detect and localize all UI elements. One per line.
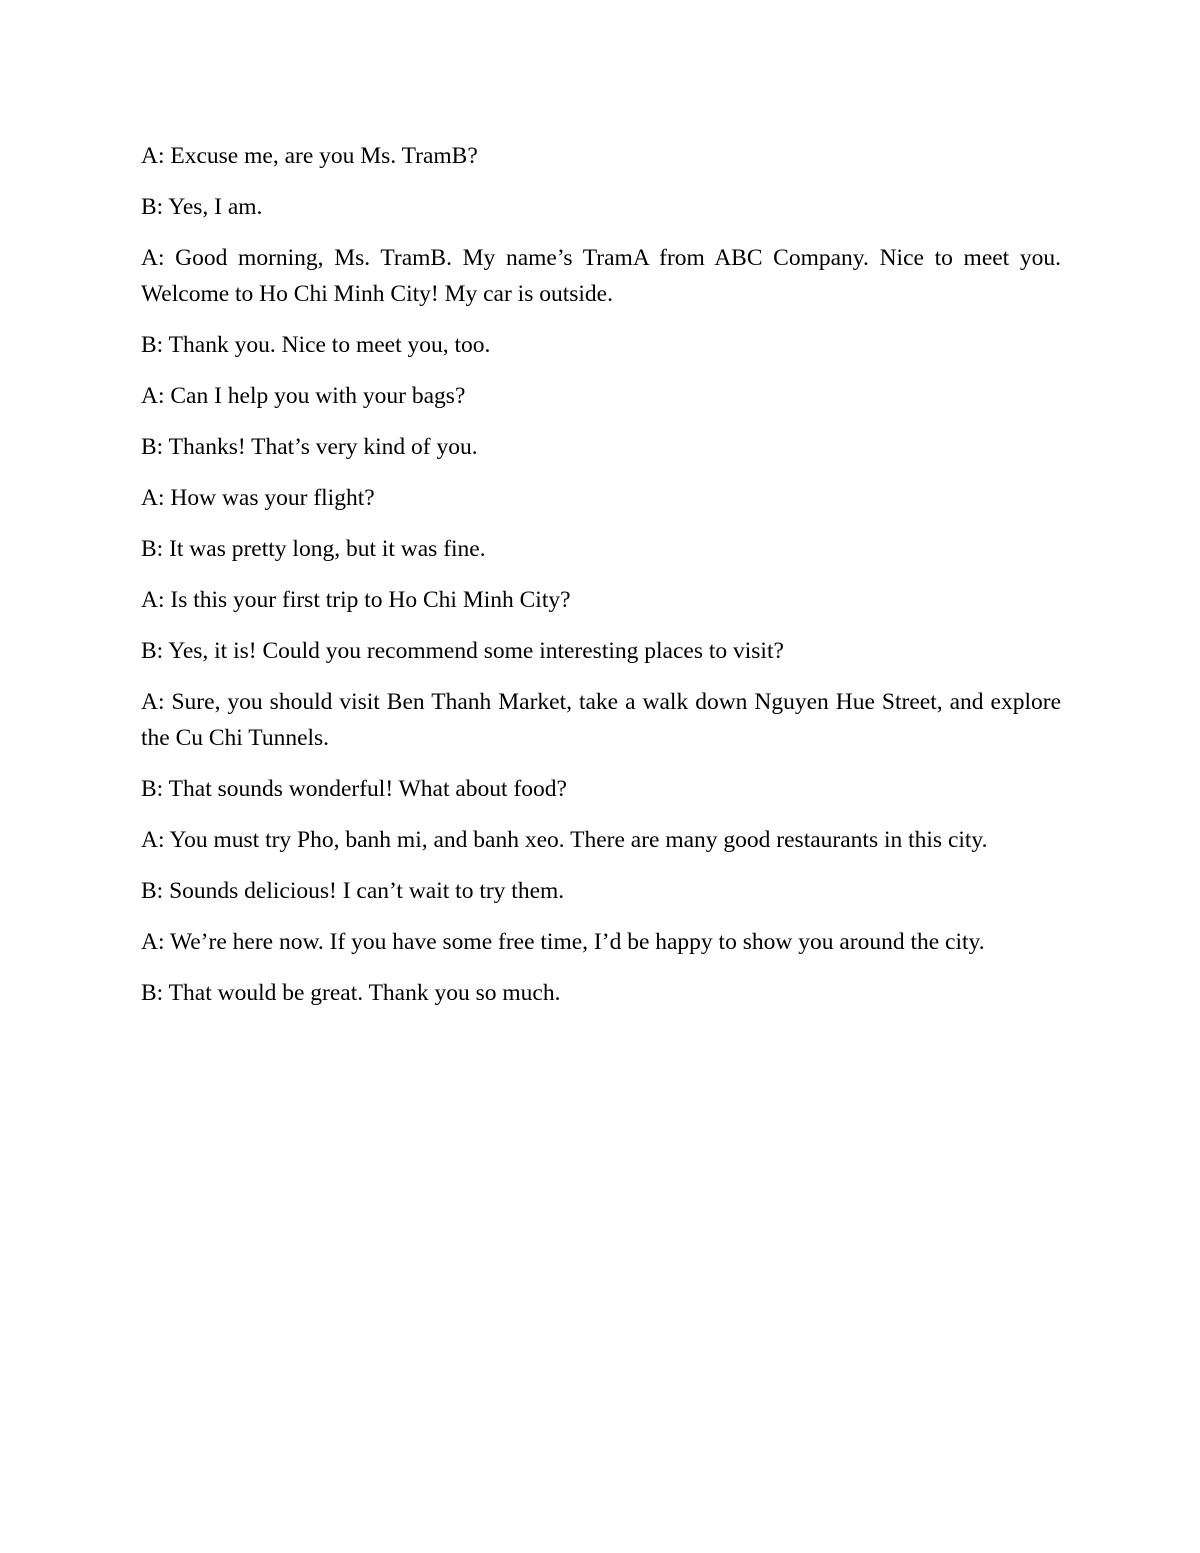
dialogue-line: A: You must try Pho, banh mi, and banh xeo. There are many good restaurants in this city. xyxy=(141,827,988,853)
dialogue-line: B: Yes, it is! Could you recommend some interesting places to visit? xyxy=(141,638,784,664)
dialogue-line: A: We’re here now. If you have some free time, I’d be happy to show you around the city. xyxy=(141,929,985,955)
dialogue-line: B: It was pretty long, but it was fine. xyxy=(141,536,486,562)
dialogue-line: B: Yes, I am. xyxy=(141,194,263,220)
dialogue-line: B: Thank you. Nice to meet you, too. xyxy=(141,332,491,358)
dialogue-line: A: Sure, you should visit Ben Thanh Market, take a walk down Nguyen Hue Street, and explore the Cu Chi Tunnels. xyxy=(141,689,1061,751)
dialogue-line: B: That sounds wonderful! What about food? xyxy=(141,776,567,802)
dialogue-line: A: Good morning, Ms. TramB. My name’s TramA from ABC Company. Nice to meet you. Welcome to Ho Chi Minh City! My car is outside. xyxy=(141,245,1061,307)
dialogue-line: A: Excuse me, are you Ms. TramB? xyxy=(141,143,478,169)
dialogue-line: B: Sounds delicious! I can’t wait to try them. xyxy=(141,878,565,904)
dialogue-line: A: Is this your first trip to Ho Chi Minh City? xyxy=(141,587,571,613)
dialogue-line: A: How was your flight? xyxy=(141,485,375,511)
dialogue-body xyxy=(141,138,1061,1026)
dialogue-line: B: Thanks! That’s very kind of you. xyxy=(141,434,478,460)
dialogue-line: A: Can I help you with your bags? xyxy=(141,383,466,409)
dialogue-line: B: That would be great. Thank you so much. xyxy=(141,980,561,1006)
